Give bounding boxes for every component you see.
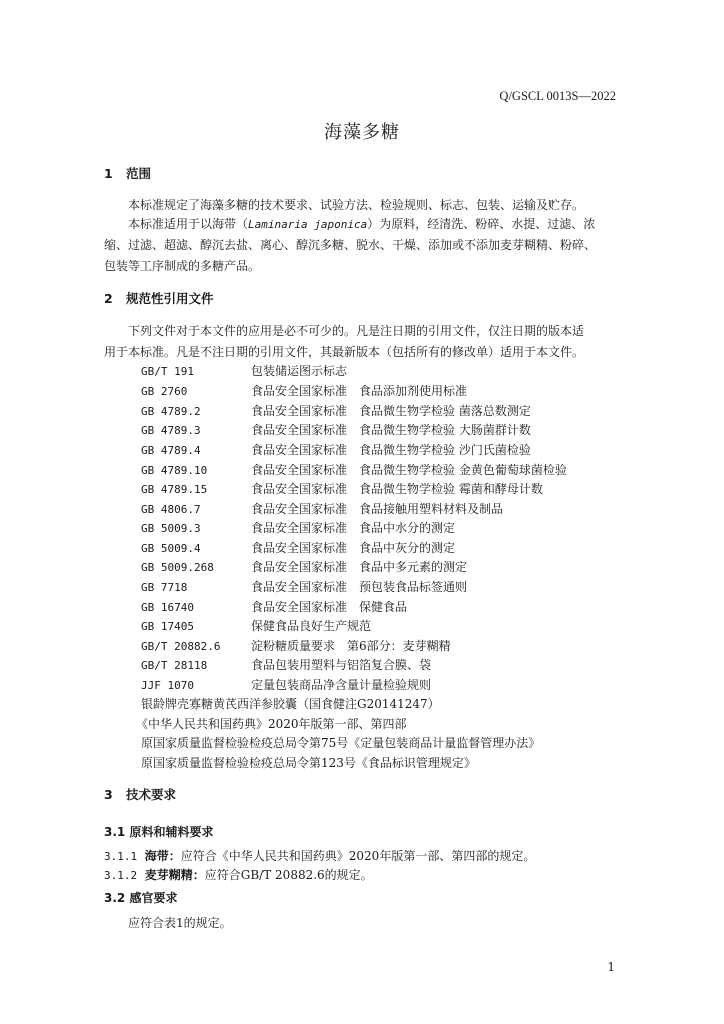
reference-code: GB 4789.4: [141, 444, 201, 457]
reference-item: [141, 461, 567, 478]
section-title: 技术要求: [126, 787, 177, 802]
section-2-heading: [104, 289, 214, 307]
reference-code: GB 16740: [141, 601, 194, 614]
reference-title: 淀粉糖质量要求 第6部分：麦芽糊精: [251, 639, 451, 653]
reference-code: GB 4789.15: [141, 483, 208, 496]
reference-item: [141, 558, 467, 575]
reference-title: 食品安全国家标准 食品微生物学检验 金黄色葡萄球菌检验: [251, 463, 567, 477]
reference-title: 食品安全国家标准 食品中水分的测定: [251, 521, 456, 535]
clause-3-1-2: [104, 866, 373, 883]
reference-code: GB 4806.7: [141, 503, 201, 516]
scope-paragraph-2-line-3: 包装等工序制成的多糖产品。: [104, 259, 261, 273]
reference-title: 食品安全国家标准 食品微生物学检验 菌落总数测定: [251, 404, 531, 418]
subsection-3-2-heading: [104, 889, 177, 906]
reference-code: GB 17405: [141, 620, 194, 633]
reference-title: 食品安全国家标准 食品接触用塑料材料及制品: [251, 502, 504, 516]
reference-title: 食品包装用塑料与铝箔复合膜、袋: [251, 658, 432, 672]
reference-code: GB 4789.10: [141, 464, 208, 477]
reference-code: GB 5009.4: [141, 542, 201, 555]
reference-title: 定量包装商品净含量计量检验规则: [251, 678, 432, 692]
section-1-heading: [104, 164, 151, 182]
scope-paragraph-2-line-2: 缩、过滤、超滤、醇沉去盐、离心、醇沉多糖、脱水、干燥、添加或不添加麦芽糊精、粉碎、: [104, 238, 597, 252]
subsection-title: 原料和辅料要求: [129, 825, 214, 839]
reference-item: [141, 421, 531, 438]
reference-code: GB 5009.3: [141, 522, 201, 535]
reference-title: 食品安全国家标准 预包装食品标签通则: [251, 580, 468, 594]
reference-title: 食品安全国家标准 保健食品: [251, 600, 408, 614]
reference-code: GB/T 20882.6: [141, 640, 221, 653]
latin-name: Laminaria japonica: [248, 218, 368, 231]
sensory-requirement-text: 应符合表1的规定。: [128, 916, 232, 930]
reference-item: [141, 637, 451, 654]
section-number: 1: [104, 166, 113, 181]
other-reference: 原国家质量监督检验检疫总局令第75号《定量包装商品计量监督管理办法》: [141, 736, 541, 750]
other-reference: 银龄牌壳寡糖黄芪西洋参胶囊（国食健注G20141247）: [141, 697, 440, 711]
references-intro-line-1: 下列文件对于本文件的应用是必不可少的。凡是注日期的引用文件，仅注日期的版本适: [128, 324, 585, 338]
reference-code: GB 4789.3: [141, 424, 201, 437]
scope-paragraph-2-line-1: [128, 215, 595, 232]
reference-title: 包装储运图示标志: [251, 364, 348, 378]
reference-title: 食品安全国家标准 食品中多元素的测定: [251, 560, 468, 574]
clause-term: 麦芽糊精：: [144, 868, 205, 882]
reference-item: [141, 656, 431, 673]
reference-code: GB 2760: [141, 385, 188, 398]
other-reference: 《中华人民共和国药典》2020年版第一部、第四部: [136, 717, 407, 731]
reference-title: 食品安全国家标准 食品中灰分的测定: [251, 541, 456, 555]
reference-code: GB/T 28118: [141, 659, 208, 672]
reference-title: 食品安全国家标准 食品微生物学检验 沙门氏菌检验: [251, 443, 531, 457]
text-run: ）为原料，经清洗、粉碎、水提、过滤、浓: [367, 217, 596, 231]
reference-item: [141, 617, 371, 634]
reference-title: 食品安全国家标准 食品添加剂使用标准: [251, 384, 468, 398]
reference-title: 食品安全国家标准 食品微生物学检验 霉菌和酵母计数: [251, 482, 543, 496]
subsection-3-1-heading: [104, 823, 213, 840]
section-number: 2: [104, 291, 113, 306]
clause-number: 3.1.2: [104, 869, 138, 882]
clause-3-1-1: [104, 847, 535, 864]
references-intro-line-2: 用于本标准。凡是不注日期的引用文件，其最新版本（包括所有的修改单）适用于本文件。: [104, 345, 585, 359]
reference-title: 食品安全国家标准 食品微生物学检验 大肠菌群计数: [251, 423, 531, 437]
clause-number: 3.1.1: [104, 850, 138, 863]
section-title: 规范性引用文件: [126, 291, 214, 306]
section-number: 3: [104, 787, 113, 802]
other-reference: 原国家质量监督检验检疫总局令第123号《食品标识管理规定》: [141, 756, 476, 770]
section-title: 范围: [126, 166, 152, 181]
reference-code: JJF 1070: [141, 679, 194, 692]
reference-item: [141, 598, 407, 615]
clause-text: 应符合GB/T 20882.6的规定。: [204, 868, 373, 882]
standard-number: Q/GSCL 0013S—2022: [499, 89, 616, 103]
reference-code: GB/T 191: [141, 365, 194, 378]
reference-item: [141, 500, 503, 517]
reference-item: [141, 480, 543, 497]
subsection-number: 3.2: [104, 891, 126, 905]
scope-paragraph-1: 本标准规定了海藻多糖的技术要求、试验方法、检验规则、标志、包装、运输及贮存。: [128, 198, 585, 212]
reference-item: [141, 676, 431, 693]
reference-item: [141, 382, 467, 399]
reference-item: [141, 441, 531, 458]
reference-code: GB 4789.2: [141, 405, 201, 418]
subsection-title: 感官要求: [129, 891, 178, 905]
reference-code: GB 7718: [141, 581, 188, 594]
reference-item: [141, 578, 467, 595]
document-title: 海藻多糖: [324, 122, 400, 143]
page-number: 1: [607, 960, 615, 974]
text-run: 本标准适用于以海带（: [128, 217, 249, 231]
reference-item: [141, 539, 455, 556]
reference-item: [141, 362, 347, 379]
reference-item: [141, 519, 455, 536]
reference-item: [141, 402, 531, 419]
section-3-heading: [104, 785, 176, 803]
reference-code: GB 5009.268: [141, 561, 214, 574]
reference-title: 保健食品良好生产规范: [251, 619, 372, 633]
clause-text: 应符合《中华人民共和国药典》2020年版第一部、第四部的规定。: [180, 849, 536, 863]
subsection-number: 3.1: [104, 825, 126, 839]
clause-term: 海带：: [144, 849, 181, 863]
